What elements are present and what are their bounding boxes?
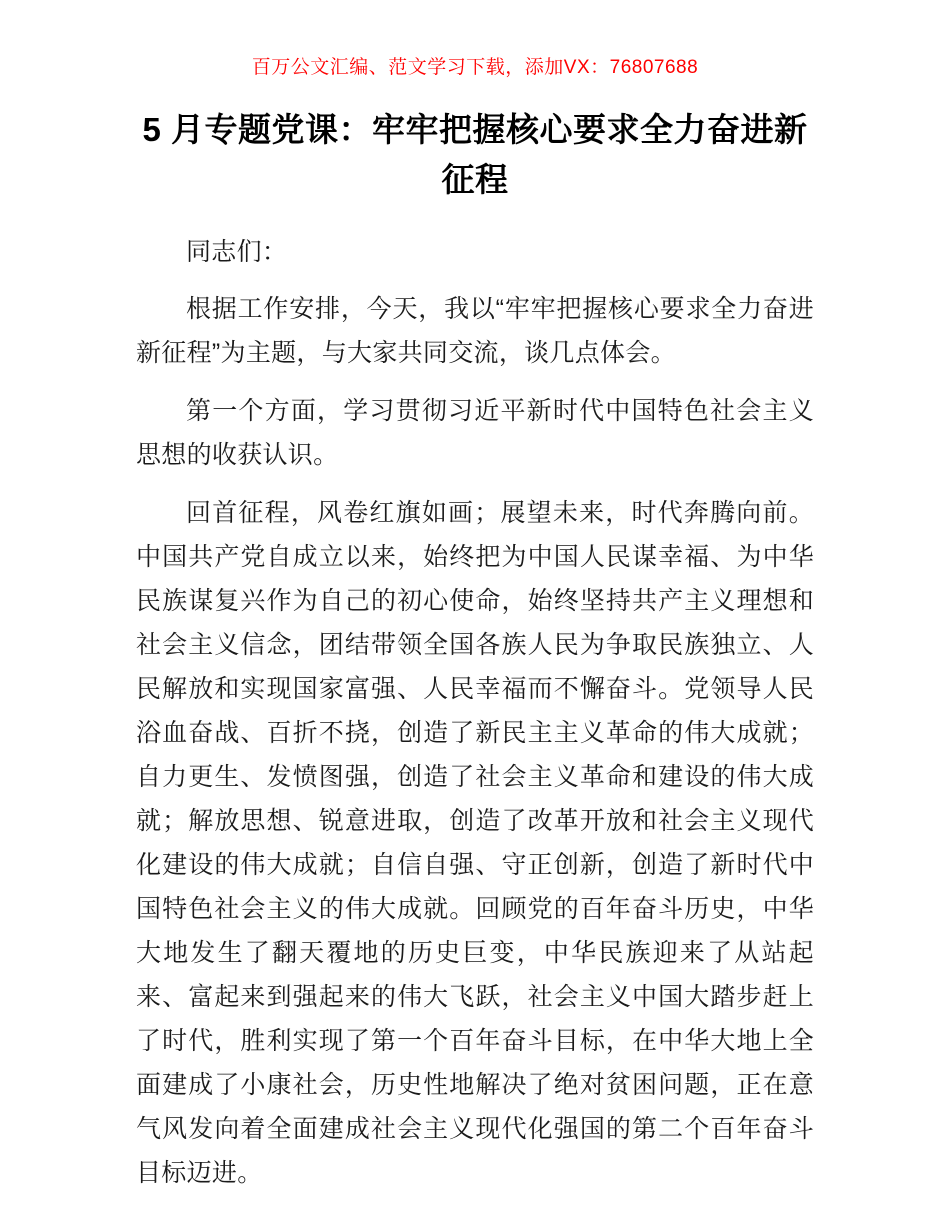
paragraph-section-heading: 第一个方面，学习贯彻习近平新时代中国特色社会主义思想的收获认识。	[136, 397, 814, 469]
promo-header-text: 百万公文汇编、范文学习下载，添加VX：76807688	[251, 57, 699, 78]
paragraph-salutation: 同志们：	[186, 238, 288, 266]
document-body	[136, 230, 814, 1195]
paragraph-body: 回首征程，风卷红旗如画；展望未来，时代奔腾向前。中国共产党自成立以来，始终把为中国人民谋幸福、为中华民族谋复兴作为自己的初心使命，始终坚持共产主义理想和社会主义信念，团结带领全国各族人民为争取民族独立、人民解放和实现国家富强、人民幸福而不懈奋斗。党领导人民浴血奋战、百折不挠，创造了新民主主义革命的伟大成就；自力更生、发愤图强，创造了社会主义革命和建设的伟大成就；解放思想、锐意进取，创造了改革开放和社会主义现代化建设的伟大成就；自信自强、守正创新，创造了新时代中国特色社会主义的伟大成就。回顾党的百年奋斗历史，中华大地发生了翻天覆地的历史巨变，中华民族迎来了从站起来、富起来到强起来的伟大飞跃，社会主义中国大踏步赶上了时代，胜利实现了第一个百年奋斗目标，在中华大地上全面建成了小康社会，历史性地解决了绝对贫困问题，正在意气风发向着全面建成社会主义现代化强国的第二个百年奋斗目标迈进。	[136, 499, 814, 1187]
paragraph-intro: 根据工作安排，今天，我以“牢牢把握核心要求全力奋进新征程”为主题，与大家共同交流，谈几点体会。	[136, 295, 814, 367]
document-title: 5 月专题党课：牢牢把握核心要求全力奋进新征程	[142, 111, 808, 198]
